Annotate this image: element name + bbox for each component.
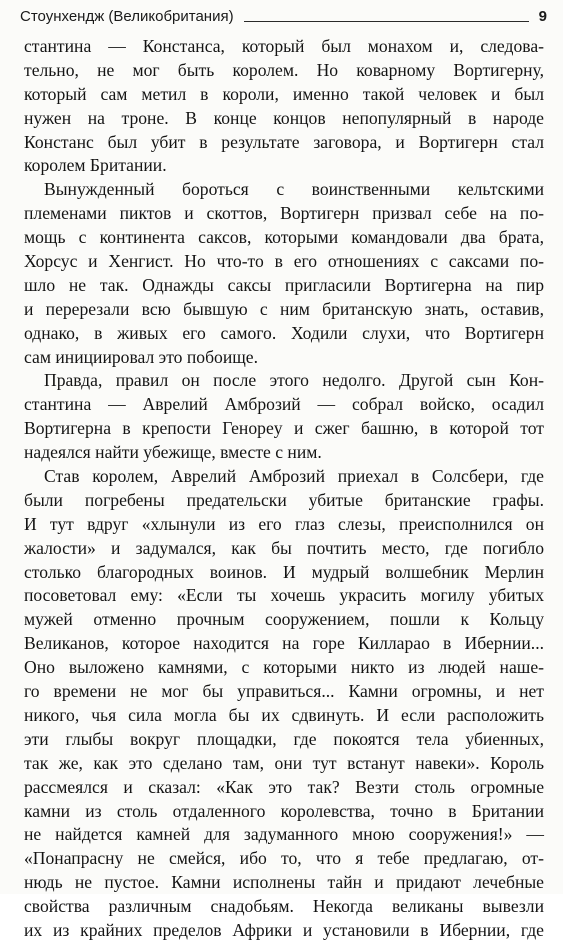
text-line: стантина — Констанса, который был монахом и, следова-: [24, 36, 544, 56]
text-line: тельно, не мог быть королем. Но коварному Вортигерну,: [24, 59, 544, 80]
text-line: нюдь не пустое. Камни исполнены тайн и придают лечебные: [24, 872, 544, 893]
text-line: мощь с континента саксов, которыми командовали два брата,: [24, 227, 544, 248]
text-line: племенами пиктов и скоттов, Вортигерн призвал себе на по-: [24, 203, 544, 224]
text-line: были погребены предательски убитые британские графы.: [24, 489, 544, 510]
text-line: Став королем, Аврелий Амброзий приехал в Солсбери, где: [44, 466, 544, 487]
text-line: жалости» и задумался, как бы почтить место, где погибло: [24, 537, 544, 558]
text-line: стантина — Аврелий Амброзий — собрал войско, осадил: [24, 394, 544, 415]
text-line: Вынужденный бороться с воинственными кельтскими: [44, 179, 544, 200]
paragraph: [24, 369, 544, 465]
text-line: рассмеялся и сказал: «Как это так? Везти столь огромные: [24, 776, 544, 797]
text-line: мужей отменно прочным сооружением, пошли к Кольцу: [24, 609, 544, 630]
running-title: Стоунхендж (Великобритания): [20, 7, 234, 25]
text-line: и перерезали всю бывшую с ним британскую знать, оставив,: [24, 298, 544, 319]
text-line: свойства различным снадобьям. Некогда великаны вывезли: [24, 896, 544, 917]
text-line: их из крайних пределов Африки и установили в Ибернии, где: [24, 919, 544, 940]
text-line: нужен на троне. В конце концов непопулярный в народе: [24, 107, 544, 128]
text-line: го времени не мог бы управиться... Камни огромны, и нет: [24, 681, 544, 702]
text-line: так же, как это сделано там, они тут встанут навеки». Король: [24, 752, 544, 773]
text-line: никого, чья сила могла бы их сдвинуть. И если расположить: [24, 704, 544, 725]
text-line: сам инициировал это побоище.: [24, 346, 259, 367]
header-rule: [244, 21, 529, 22]
text-line: не найдется камней для задуманного мною сооружения!» —: [24, 824, 544, 845]
text-line: однако, в живых его самого. Ходили слухи, что Вортигерн: [24, 322, 544, 343]
text-line: «Понапрасну не смейся, ибо то, что я тебе предлагаю, от-: [24, 848, 544, 869]
paragraph: [24, 35, 544, 178]
text-line: который сам метил в короли, именно такой человек и был: [24, 83, 544, 104]
text-line: королем Британии.: [24, 155, 167, 176]
text-line: Великанов, которое находится на горе Килларао в Ибернии...: [24, 633, 544, 654]
text-line: И тут вдруг «хлынули из его глаз слезы, преисполнился он: [24, 513, 544, 534]
text-line: посоветовал ему: «Если ты хочешь украсить могилу убитых: [24, 585, 544, 606]
text-line: Вортигерна в крепости Генорeу и сжег башню, в которой тот: [24, 418, 544, 439]
text-line: камни из столь отдаленного королевства, точно в Британии: [24, 800, 544, 821]
body-text: [24, 35, 544, 943]
page-number: 9: [538, 7, 547, 25]
text-line: надеялся найти убежище, вместе с ним.: [24, 442, 322, 463]
text-line: Правда, правил он после этого недолго. Другой сын Кон-: [44, 370, 544, 391]
text-line: эти глыбы вокруг площадки, где покоятся тела убиенных,: [24, 728, 544, 749]
text-line: столько благородных воинов. И мудрый волшебник Мерлин: [24, 561, 544, 582]
running-header: [20, 6, 547, 26]
text-line: Хорсус и Хенгист. Но что-то в его отношениях с саксами по-: [24, 251, 544, 272]
text-line: Констанс был убит в результате заговора, и Вортигерн стал: [24, 131, 544, 152]
text-line: шло не так. Однажды саксы пригласили Вортигерна на пир: [24, 274, 544, 295]
paragraph: [24, 178, 544, 369]
text-line: Оно выложено камнями, с которыми никто из людей наше-: [24, 657, 544, 678]
paragraph: [24, 465, 544, 943]
